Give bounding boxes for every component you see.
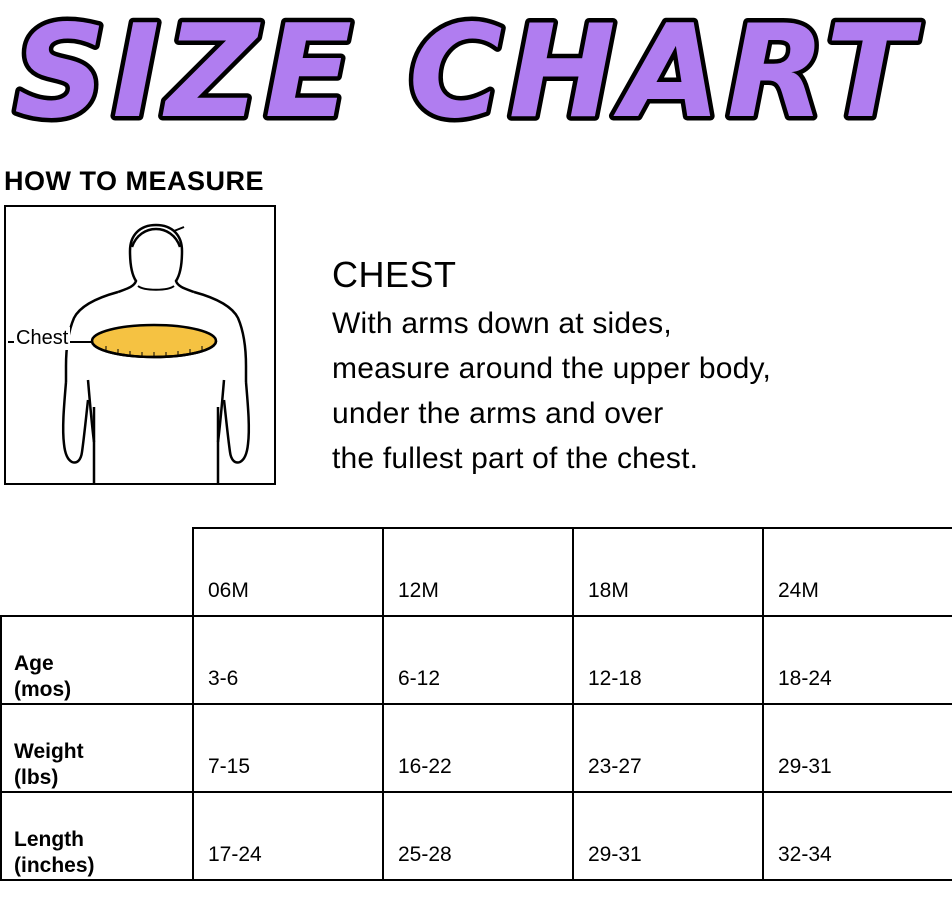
cell-length-12m: 25-28: [383, 792, 573, 880]
table-col-header-18m: 18M: [573, 528, 763, 616]
page-title-banner: [0, 0, 952, 150]
table-row-header-weight: [1, 704, 193, 792]
row-header-line-2: (lbs): [14, 765, 59, 789]
body-figure-box: [4, 205, 276, 485]
table-row-header-age: [1, 616, 193, 704]
table-header-row: [1, 528, 952, 616]
cell-weight-12m: 16-22: [383, 704, 573, 792]
page-title: SIZE CHART: [14, 4, 919, 144]
row-header-line-2: (inches): [14, 853, 95, 877]
table-row: [1, 616, 952, 704]
how-to-measure-heading: HOW TO MEASURE: [4, 166, 265, 196]
size-chart-title-art: [6, 4, 950, 144]
cell-length-18m: 29-31: [573, 792, 763, 880]
size-table-wrapper: [0, 527, 952, 881]
chest-label: Chest: [16, 327, 69, 349]
row-header-line-1: Weight: [14, 739, 84, 763]
table-row: [1, 704, 952, 792]
cell-age-06m: 3-6: [193, 616, 383, 704]
cell-weight-24m: 29-31: [763, 704, 952, 792]
row-header-line-1: Age: [14, 651, 54, 675]
cell-age-12m: 6-12: [383, 616, 573, 704]
cell-age-18m: 12-18: [573, 616, 763, 704]
cell-weight-06m: 7-15: [193, 704, 383, 792]
chest-description: [332, 205, 771, 481]
table-row-header-length: [1, 792, 193, 880]
table-row: [1, 792, 952, 880]
size-table: [0, 527, 952, 881]
cell-length-06m: 17-24: [193, 792, 383, 880]
cell-length-24m: 32-34: [763, 792, 952, 880]
measure-section: [0, 205, 952, 485]
chest-description-line-3: under the arms and over: [332, 396, 664, 430]
cell-age-24m: 18-24: [763, 616, 952, 704]
chest-description-line-2: measure around the upper body,: [332, 351, 772, 385]
row-header-line-1: Length: [14, 827, 84, 851]
row-header-line-2: (mos): [14, 677, 72, 701]
table-col-header-12m: 12M: [383, 528, 573, 616]
table-col-header-24m: 24M: [763, 528, 952, 616]
chest-description-line-1: With arms down at sides,: [332, 306, 672, 340]
table-col-header-06m: 06M: [193, 528, 383, 616]
table-corner-cell: [1, 528, 193, 616]
chest-description-heading: CHEST: [332, 254, 457, 295]
chest-description-line-4: the fullest part of the chest.: [332, 441, 699, 475]
cell-weight-18m: 23-27: [573, 704, 763, 792]
